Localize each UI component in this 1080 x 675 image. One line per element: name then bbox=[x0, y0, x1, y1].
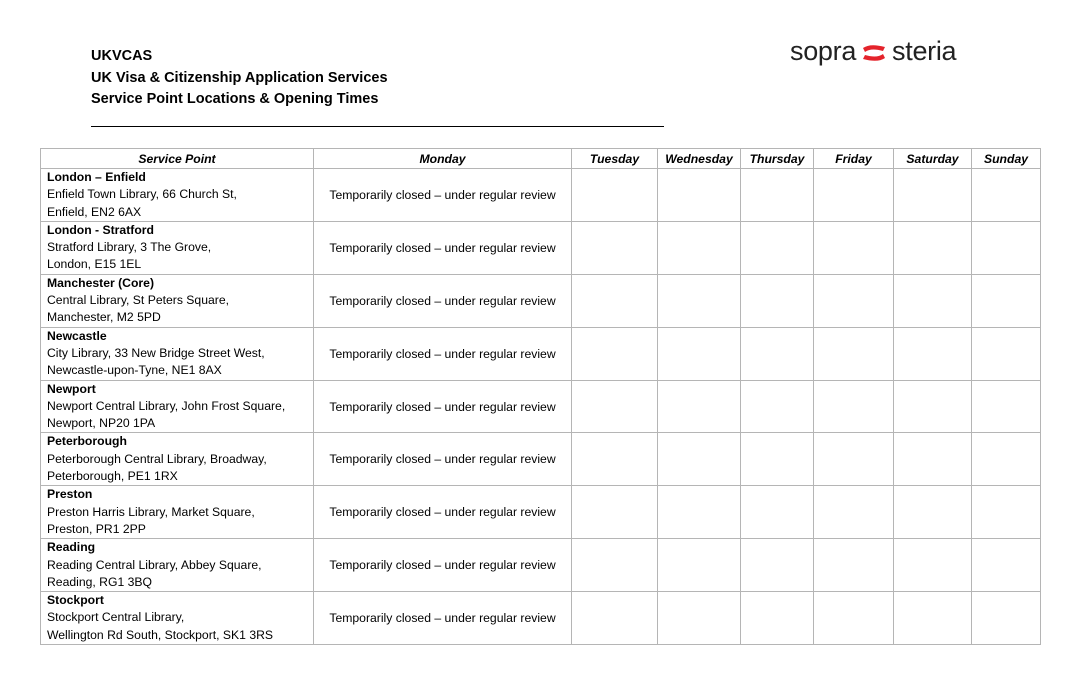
thursday-cell bbox=[741, 327, 814, 380]
tuesday-cell bbox=[572, 486, 658, 539]
saturday-cell bbox=[894, 486, 972, 539]
address-line-1: Reading Central Library, Abbey Square, bbox=[47, 557, 262, 572]
monday-status: Temporarily closed – under regular review bbox=[314, 327, 572, 380]
thursday-cell bbox=[741, 274, 814, 327]
monday-status: Temporarily closed – under regular review bbox=[314, 380, 572, 433]
table-row bbox=[41, 169, 1041, 222]
service-point-cell bbox=[41, 433, 314, 486]
col-header-sunday: Sunday bbox=[972, 149, 1041, 169]
thursday-cell bbox=[741, 592, 814, 645]
wednesday-cell bbox=[658, 274, 741, 327]
service-point-cell bbox=[41, 327, 314, 380]
thursday-cell bbox=[741, 433, 814, 486]
address-line-1: Enfield Town Library, 66 Church St, bbox=[47, 187, 237, 202]
address-line-1: Stockport Central Library, bbox=[47, 610, 185, 625]
address-line-1: Preston Harris Library, Market Square, bbox=[47, 504, 255, 519]
logo-word-right: steria bbox=[892, 36, 957, 66]
header-acronym: UKVCAS bbox=[91, 48, 153, 64]
thursday-cell bbox=[741, 539, 814, 592]
tuesday-cell bbox=[572, 327, 658, 380]
tuesday-cell bbox=[572, 274, 658, 327]
wednesday-cell bbox=[658, 221, 741, 274]
sopra-steria-logo bbox=[790, 36, 956, 67]
sunday-cell bbox=[972, 539, 1041, 592]
sunday-cell bbox=[972, 274, 1041, 327]
sunday-cell bbox=[972, 592, 1041, 645]
address-line-2: Preston, PR1 2PP bbox=[47, 521, 146, 536]
tuesday-cell bbox=[572, 433, 658, 486]
table-row bbox=[41, 486, 1041, 539]
address-line-2: Enfield, EN2 6AX bbox=[47, 204, 142, 219]
wednesday-cell bbox=[658, 433, 741, 486]
service-point-cell bbox=[41, 169, 314, 222]
table-row bbox=[41, 274, 1041, 327]
sunday-cell bbox=[972, 486, 1041, 539]
location-name: London - Stratford bbox=[47, 222, 154, 237]
table-row bbox=[41, 380, 1041, 433]
sunday-cell bbox=[972, 433, 1041, 486]
address-line-2: Peterborough, PE1 1RX bbox=[47, 469, 178, 484]
location-name: Peterborough bbox=[47, 434, 127, 449]
header-document-title: Service Point Locations & Opening Times bbox=[91, 91, 379, 107]
saturday-cell bbox=[894, 221, 972, 274]
monday-status: Temporarily closed – under regular review bbox=[314, 539, 572, 592]
col-header-saturday: Saturday bbox=[894, 149, 972, 169]
col-header-thursday: Thursday bbox=[741, 149, 814, 169]
saturday-cell bbox=[894, 380, 972, 433]
friday-cell bbox=[814, 380, 894, 433]
monday-status: Temporarily closed – under regular review bbox=[314, 592, 572, 645]
address-line-1: Newport Central Library, John Frost Square, bbox=[47, 398, 286, 413]
table-header-row bbox=[41, 149, 1041, 169]
table-row bbox=[41, 433, 1041, 486]
thursday-cell bbox=[741, 169, 814, 222]
saturday-cell bbox=[894, 169, 972, 222]
monday-status: Temporarily closed – under regular review bbox=[314, 274, 572, 327]
saturday-cell bbox=[894, 433, 972, 486]
sunday-cell bbox=[972, 169, 1041, 222]
address-line-1: City Library, 33 New Bridge Street West, bbox=[47, 345, 265, 360]
header-service-name: UK Visa & Citizenship Application Services bbox=[91, 69, 388, 86]
saturday-cell bbox=[894, 592, 972, 645]
address-line-1: Central Library, St Peters Square, bbox=[47, 293, 229, 308]
wednesday-cell bbox=[658, 327, 741, 380]
location-name: Stockport bbox=[47, 593, 104, 608]
col-header-wednesday: Wednesday bbox=[658, 149, 741, 169]
tuesday-cell bbox=[572, 380, 658, 433]
saturday-cell bbox=[894, 327, 972, 380]
friday-cell bbox=[814, 486, 894, 539]
service-point-cell bbox=[41, 539, 314, 592]
address-line-2: London, E15 1EL bbox=[47, 257, 142, 272]
location-name: Reading bbox=[47, 540, 96, 555]
logo-word-left: sopra bbox=[790, 36, 857, 66]
location-name: Manchester (Core) bbox=[47, 275, 155, 290]
col-header-monday: Monday bbox=[314, 149, 572, 169]
header-underline bbox=[91, 126, 664, 127]
friday-cell bbox=[814, 327, 894, 380]
service-point-cell bbox=[41, 221, 314, 274]
service-point-cell bbox=[41, 274, 314, 327]
col-header-service-point: Service Point bbox=[41, 149, 314, 169]
sunday-cell bbox=[972, 380, 1041, 433]
wednesday-cell bbox=[658, 169, 741, 222]
address-line-1: Stratford Library, 3 The Grove, bbox=[47, 240, 212, 255]
tuesday-cell bbox=[572, 592, 658, 645]
thursday-cell bbox=[741, 486, 814, 539]
address-line-2: Newcastle-upon-Tyne, NE1 8AX bbox=[47, 363, 222, 378]
tuesday-cell bbox=[572, 169, 658, 222]
monday-status: Temporarily closed – under regular review bbox=[314, 486, 572, 539]
location-name: Newport bbox=[47, 381, 96, 396]
logo-mark-icon bbox=[860, 42, 888, 64]
address-line-2: Newport, NP20 1PA bbox=[47, 416, 156, 431]
wednesday-cell bbox=[658, 380, 741, 433]
opening-times-table bbox=[40, 148, 1041, 645]
table-row bbox=[41, 327, 1041, 380]
table-row bbox=[41, 221, 1041, 274]
document-header bbox=[91, 46, 388, 111]
address-line-2: Manchester, M2 5PD bbox=[47, 310, 161, 325]
address-line-2: Reading, RG1 3BQ bbox=[47, 574, 153, 589]
location-name: Newcastle bbox=[47, 328, 107, 343]
wednesday-cell bbox=[658, 539, 741, 592]
thursday-cell bbox=[741, 221, 814, 274]
friday-cell bbox=[814, 433, 894, 486]
monday-status: Temporarily closed – under regular review bbox=[314, 433, 572, 486]
monday-status: Temporarily closed – under regular review bbox=[314, 169, 572, 222]
tuesday-cell bbox=[572, 221, 658, 274]
table-row bbox=[41, 592, 1041, 645]
friday-cell bbox=[814, 221, 894, 274]
service-point-cell bbox=[41, 592, 314, 645]
service-point-cell bbox=[41, 380, 314, 433]
saturday-cell bbox=[894, 274, 972, 327]
address-line-2: Wellington Rd South, Stockport, SK1 3RS bbox=[47, 627, 274, 642]
location-name: London – Enfield bbox=[47, 170, 146, 184]
wednesday-cell bbox=[658, 486, 741, 539]
address-line-1: Peterborough Central Library, Broadway, bbox=[47, 451, 267, 466]
wednesday-cell bbox=[658, 592, 741, 645]
sunday-cell bbox=[972, 327, 1041, 380]
saturday-cell bbox=[894, 539, 972, 592]
monday-status: Temporarily closed – under regular review bbox=[314, 221, 572, 274]
friday-cell bbox=[814, 169, 894, 222]
service-point-cell bbox=[41, 486, 314, 539]
col-header-tuesday: Tuesday bbox=[572, 149, 658, 169]
tuesday-cell bbox=[572, 539, 658, 592]
location-name: Preston bbox=[47, 487, 93, 502]
table-row bbox=[41, 539, 1041, 592]
friday-cell bbox=[814, 592, 894, 645]
sunday-cell bbox=[972, 221, 1041, 274]
col-header-friday: Friday bbox=[814, 149, 894, 169]
friday-cell bbox=[814, 539, 894, 592]
thursday-cell bbox=[741, 380, 814, 433]
friday-cell bbox=[814, 274, 894, 327]
